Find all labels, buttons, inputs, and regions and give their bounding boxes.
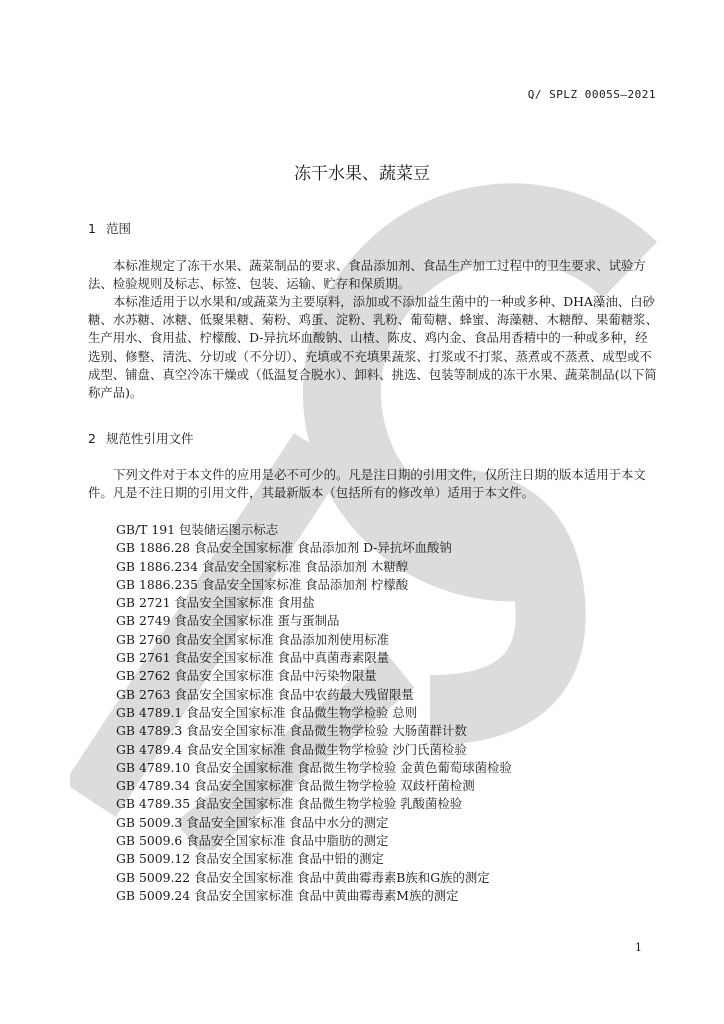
reference-item: GB 5009.12 食品安全国家标准 食品中铅的测定 (116, 851, 384, 867)
reference-item: GB 5009.6 食品安全国家标准 食品中脂肪的测定 (116, 833, 389, 849)
reference-item: GB 2749 食品安全国家标准 蛋与蛋制品 (116, 613, 340, 629)
section-1-heading (88, 219, 131, 237)
reference-item: GB 2760 食品安全国家标准 食品添加剂使用标准 (116, 631, 389, 647)
document-title: 冻干水果、蔬菜豆 (294, 164, 430, 184)
reference-item: GB 2761 食品安全国家标准 食品中真菌毒素限量 (116, 650, 389, 666)
standard-code: Q/ SPLZ 0005S—2021 (527, 88, 656, 101)
reference-item: GB 5009.22 食品安全国家标准 食品中黄曲霉毒素B族和G族的测定 (116, 869, 490, 885)
reference-item: GB 5009.24 食品安全国家标准 食品中黄曲霉毒素M族的测定 (116, 887, 459, 903)
reference-item: GB 2721 食品安全国家标准 食用盐 (116, 595, 315, 611)
reference-item: GB 4789.3 食品安全国家标准 食品微生物学检验 大肠菌群计数 (116, 723, 467, 739)
reference-item: GB 1886.235 食品安全国家标准 食品添加剂 柠檬酸 (116, 576, 409, 592)
reference-item: GB 4789.10 食品安全国家标准 食品微生物学检验 金黄色葡萄球菌检验 (116, 759, 512, 775)
section-1-title: 范围 (106, 221, 132, 236)
section-2-title: 规范性引用文件 (106, 431, 194, 446)
scope-paragraph-1: 本标准规定了冻干水果、蔬菜制品的要求、食品添加剂、食品生产加工过程中的卫生要求、试验方法、检验规则及标志、标签、包装、运输、贮存和保质期。 (88, 258, 646, 292)
reference-item: GB 2763 食品安全国家标准 食品中农药最大残留限量 (116, 686, 414, 702)
section-2-heading (88, 429, 194, 447)
section-1-number: 1 (88, 221, 96, 236)
reference-item: GB 2762 食品安全国家标准 食品中污染物限量 (116, 668, 377, 684)
page-number: 1 (635, 941, 642, 954)
reference-item: GB 5009.3 食品安全国家标准 食品中水分的测定 (116, 814, 389, 830)
reference-item: GB 1886.28 食品安全国家标准 食品添加剂 D-异抗坏血酸钠 (116, 540, 452, 556)
reference-item: GB 4789.35 食品安全国家标准 食品微生物学检验 乳酸菌检验 (116, 796, 463, 812)
reference-item: GB 4789.4 食品安全国家标准 食品微生物学检验 沙门氏菌检验 (116, 741, 467, 757)
reference-list (116, 521, 512, 905)
reference-item: GB 4789.1 食品安全国家标准 食品微生物学检验 总则 (116, 704, 418, 720)
section-2-number: 2 (88, 431, 96, 446)
reference-item: GB 1886.234 食品安全国家标准 食品添加剂 木糖醇 (116, 558, 409, 574)
reference-item: GB 4789.34 食品安全国家标准 食品微生物学检验 双歧杆菌检测 (116, 778, 475, 794)
reference-item: GB/T 191 包装储运图示标志 (116, 522, 279, 537)
references-intro: 下列文件对于本文件的应用是必不可少的。凡是注日期的引用文件，仅所注日期的版本适用于本文件。凡是不注日期的引用文件，其最新版本（包括所有的修改单）适用于本文件。 (88, 467, 646, 501)
scope-paragraph-2: 本标准适用于以水果和/或蔬菜为主要原料，添加或不添加益生菌中的一种或多种、DHA藻油、白砂糖、水苏糖、冰糖、低聚果糖、菊粉、鸡蛋、淀粉、乳粉、葡萄糖、蜂蜜、海藻糖、木糖醇、果葡糖浆、生产用水、食用盐、柠檬酸、D-异抗坏血酸钠、山楂、陈皮、鸡内金、食品用香精中的一种或多种，经选别、修整、清洗、分切或（不分切）、充填或不充填果蔬浆、打浆或不打浆、蒸煮或不蒸煮、成型或不成型、铺盘、真空冷冻干燥或（低温复合脱水）、卸料、挑选、包装等制成的冻干水果、蔬菜制品(以下简称产品)。 (88, 294, 658, 401)
